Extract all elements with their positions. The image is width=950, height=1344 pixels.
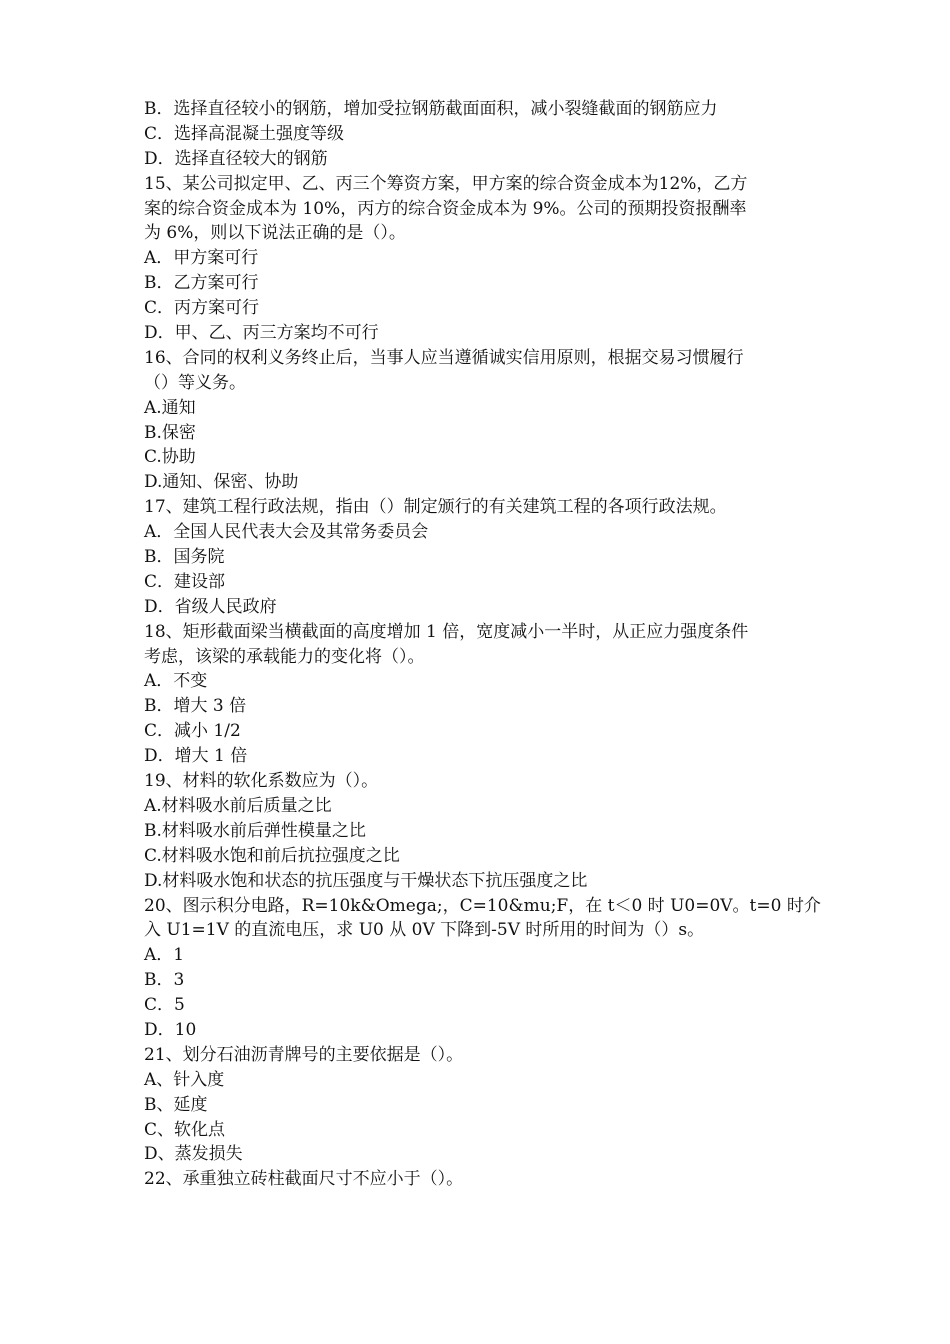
option-b: B．乙方案可行 (144, 273, 259, 294)
option-a: A.通知 (144, 397, 196, 418)
option-b: B.材料吸水前后弹性模量之比 (144, 820, 366, 841)
question-17: 17、建筑工程行政法规，指由（）制定颁行的有关建筑工程的各项行政法规。 (144, 497, 727, 518)
option-c: C.协助 (144, 447, 196, 468)
question-15-line-2: 案的综合资金成本为 10%，丙方的综合资金成本为 9%。公司的预期投资报酬率 (144, 198, 747, 219)
question-15-line-1: 15、某公司拟定甲、乙、丙三个筹资方案，甲方案的综合资金成本为12%，乙方 (144, 173, 748, 194)
option-b: B.保密 (144, 422, 196, 443)
question-21: 21、划分石油沥青牌号的主要依据是（）。 (144, 1044, 464, 1065)
option-d: D．甲、乙、丙三方案均不可行 (144, 323, 379, 344)
question-20-line-2: 入 U1=1V 的直流电压，求 U0 从 0V 下降到-5V 时所用的时间为（）s。 (144, 920, 705, 941)
question-18-line-2: 考虑，该梁的承载能力的变化将（）。 (144, 646, 425, 667)
option-d: D.通知、保密、协助 (144, 472, 299, 493)
question-15-line-3: 为 6%，则以下说法正确的是（）。 (144, 223, 406, 244)
option-c: C、软化点 (144, 1119, 226, 1140)
option-a: A．甲方案可行 (144, 248, 259, 269)
option-d: D．省级人民政府 (144, 596, 277, 617)
option-a: A．1 (144, 945, 185, 966)
option-a: A.材料吸水前后质量之比 (144, 795, 332, 816)
option-a: A、针入度 (144, 1069, 225, 1090)
option-b: B．3 (144, 970, 185, 991)
option-a: A．全国人民代表大会及其常务委员会 (144, 522, 429, 543)
question-22: 22、承重独立砖柱截面尺寸不应小于（）。 (144, 1169, 464, 1190)
option-d: D．增大 1 倍 (144, 746, 248, 767)
option-d: D．10 (144, 1019, 197, 1040)
option-c: C．5 (144, 995, 185, 1016)
document-body (144, 97, 824, 1192)
text-line: D．选择直径较大的钢筋 (144, 148, 328, 169)
option-c: C．减小 1/2 (144, 721, 241, 742)
option-d: D.材料吸水饱和状态的抗压强度与干燥状态下抗压强度之比 (144, 870, 588, 891)
question-18-line-1: 18、矩形截面梁当横截面的高度增加 1 倍，宽度减小一半时，从正应力强度条件 (144, 621, 749, 642)
option-b: B、延度 (144, 1094, 208, 1115)
option-a: A．不变 (144, 671, 208, 692)
text-line: B．选择直径较小的钢筋，增加受拉钢筋截面面积，减小裂缝截面的钢筋应力 (144, 99, 718, 119)
option-c: C．丙方案可行 (144, 298, 260, 319)
question-16-line-2: （）等义务。 (144, 372, 246, 393)
option-d: D、蒸发损失 (144, 1144, 243, 1165)
text-line: C．选择高混凝土强度等级 (144, 123, 345, 144)
option-b: B．增大 3 倍 (144, 696, 247, 717)
option-c: C.材料吸水饱和前后抗拉强度之比 (144, 845, 400, 866)
question-20-line-1: 20、图示积分电路，R=10k&Omega;，C=10&mu;F，在 t＜0 时 U0=0V。t=0 时介 (144, 895, 821, 916)
question-19: 19、材料的软化系数应为（）。 (144, 771, 379, 792)
option-c: C．建设部 (144, 571, 226, 592)
question-16-line-1: 16、合同的权利义务终止后，当事人应当遵循诚实信用原则，根据交易习惯履行 (144, 347, 744, 368)
option-b: B．国务院 (144, 547, 225, 568)
